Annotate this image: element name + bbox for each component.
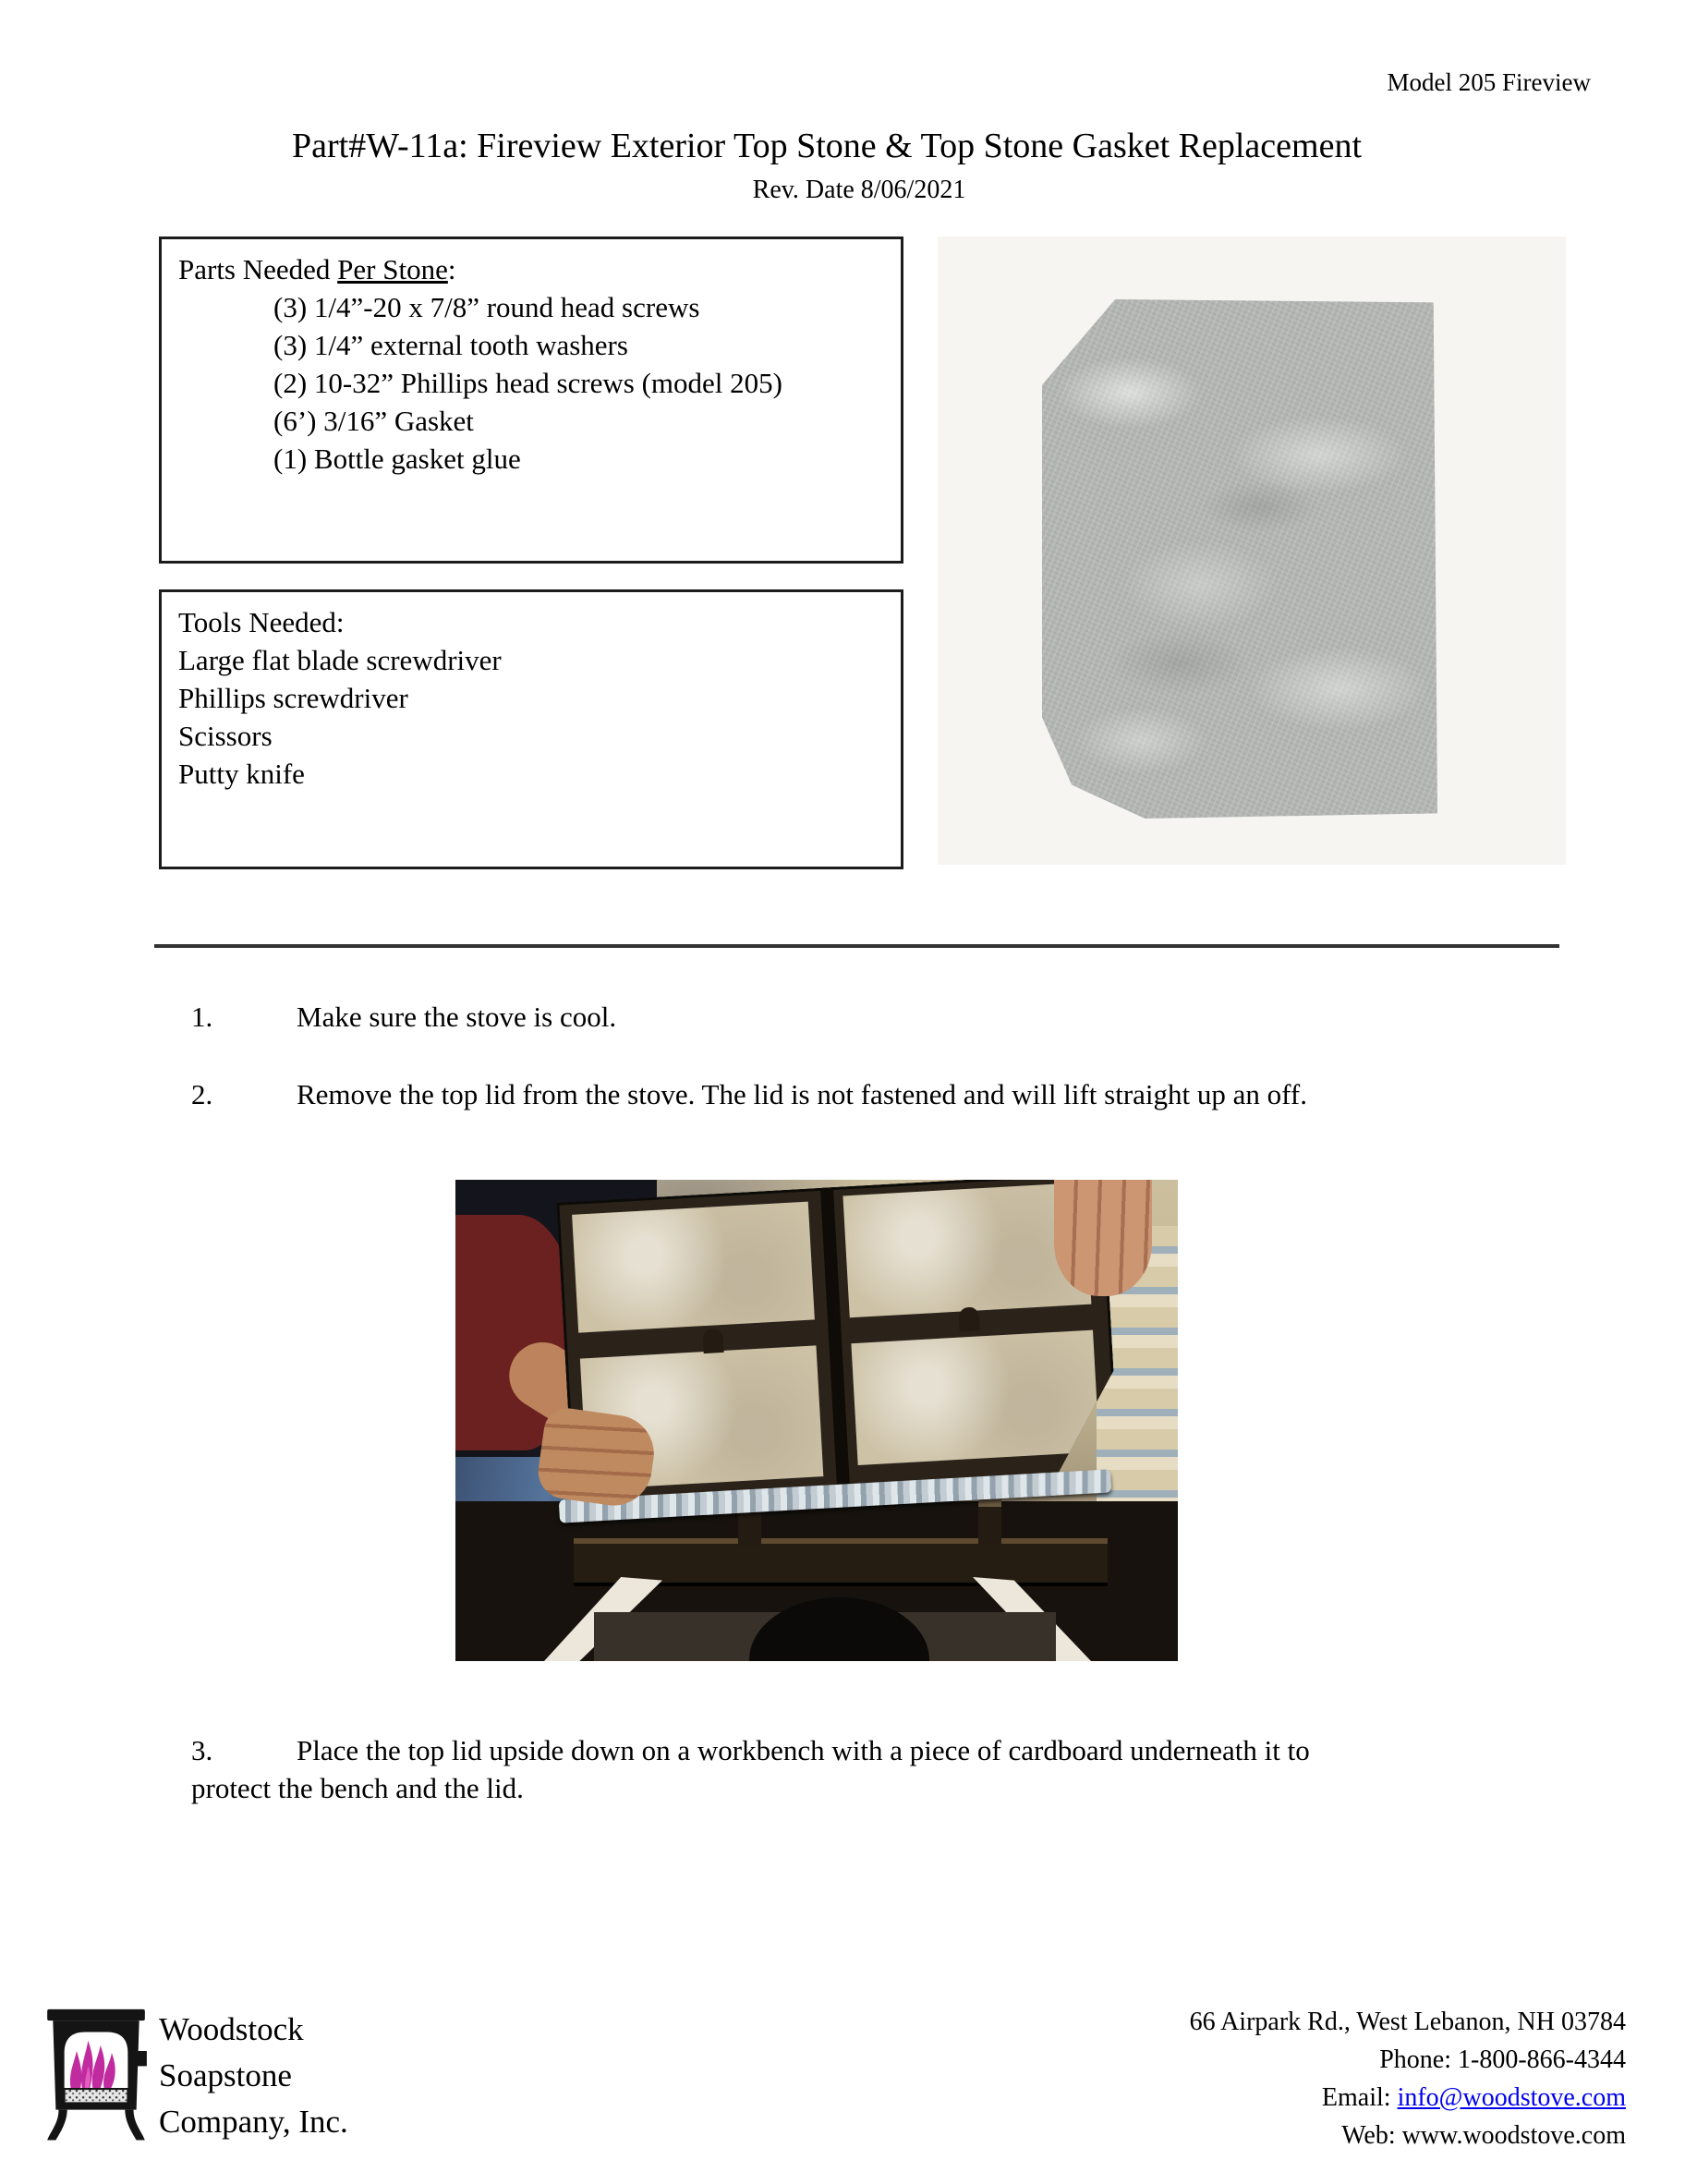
list-item: (6’) 3/16” Gasket [273, 405, 474, 437]
step-number: 1. [191, 1001, 213, 1033]
step-number: 2. [191, 1078, 213, 1110]
step-3 [191, 1731, 1595, 1807]
list-item: (3) 1/4”-20 x 7/8” round head screws [273, 291, 700, 323]
company-name [159, 2007, 348, 2145]
list-item: (1) Bottle gasket glue [273, 443, 521, 475]
parts-needed-box [159, 237, 903, 564]
section-divider [154, 944, 1559, 948]
page-title: Part#W-11a: Fireview Exterior Top Stone & Top Stone Gasket Replacement [291, 127, 1363, 165]
tools-needed-box [159, 589, 903, 869]
tools-heading: Tools Needed: [178, 606, 345, 638]
company-line: Company, Inc. [159, 2104, 348, 2140]
photo-stove-rim [574, 1538, 1108, 1583]
revision-date: Rev. Date 8/06/2021 [752, 176, 966, 204]
photo-hinge-pin [978, 1499, 1001, 1544]
photo-lid-tab [702, 1329, 723, 1353]
email-link[interactable]: info@woodstove.com [1397, 2083, 1626, 2112]
lid-removal-photo [455, 1180, 1178, 1661]
parts-heading: Parts Needed Per Stone: [178, 253, 456, 285]
list-item: Phillips screwdriver [178, 682, 408, 714]
web-line: Web: www.woodstove.com [1341, 2121, 1626, 2150]
step-text-line: 3. Place the top lid upside down on a workbench with a piece of cardboard underneath it to [191, 1731, 1595, 1769]
step-text-line: protect the bench and the lid. [191, 1772, 524, 1804]
photo-lid-stone-panel [572, 1202, 815, 1333]
step-text: Make sure the stove is cool. [297, 1001, 617, 1033]
step-1 [191, 998, 1595, 1036]
list-item: (2) 10-32” Phillips head screws (model 205) [273, 367, 782, 399]
soapstone-slab-image [1042, 299, 1437, 819]
step-2 [191, 1075, 1595, 1113]
model-label: Model 205 Fireview [1387, 68, 1591, 96]
woodstock-stove-logo [42, 1996, 151, 2143]
top-stone-photo [938, 237, 1566, 865]
list-item: Scissors [178, 720, 273, 752]
parts-list [178, 288, 884, 478]
step-text: Remove the top lid from the stove. The lid is not fastened and will lift straight up an off. [297, 1078, 1307, 1110]
list-item: (3) 1/4” external tooth washers [273, 329, 628, 361]
contact-info [1190, 2003, 1626, 2154]
list-item: Putty knife [178, 758, 305, 790]
photo-lid-tab [958, 1306, 979, 1331]
photo-lid-stone-panel [851, 1330, 1099, 1465]
company-line: Soapstone [159, 2057, 292, 2093]
phone-line: Phone: 1-800-866-4344 [1379, 2045, 1626, 2074]
photo-right-hand [1054, 1180, 1152, 1296]
list-item: Large flat blade screwdriver [178, 644, 502, 676]
address-line: 66 Airpark Rd., West Lebanon, NH 03784 [1189, 2008, 1626, 2036]
email-line: Email: info@woodstove.com [1321, 2083, 1626, 2112]
step-number: 3. [191, 1734, 213, 1766]
company-line: Woodstock [159, 2011, 304, 2047]
